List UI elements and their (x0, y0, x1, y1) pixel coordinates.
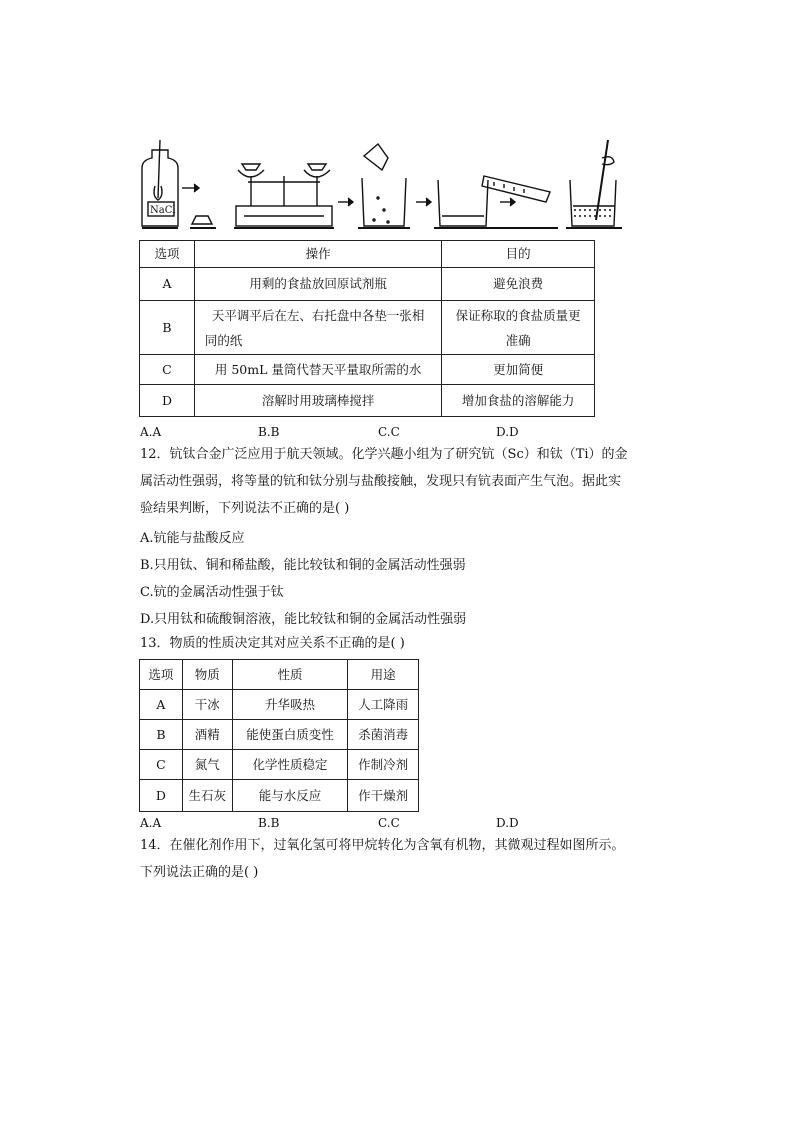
reagent-label: NaCl (150, 205, 176, 216)
q12-option-b[interactable]: B.只用钛、铜和稀盐酸，能比较钛和铜的金属活动性强弱 (140, 558, 466, 573)
substance-cell: 氮气 (182, 750, 232, 780)
choice-a[interactable]: A.A (140, 425, 162, 439)
table-header-row (140, 241, 595, 268)
table-row (140, 355, 595, 385)
table-header-row (140, 660, 419, 690)
operation-cell: 用剩的食盐放回原试剂瓶 (194, 268, 441, 301)
header-cell: 选项 (140, 241, 195, 268)
use-cell: 作制冷剂 (348, 750, 419, 780)
choice-d[interactable]: D.D (496, 425, 519, 439)
table-row (140, 750, 419, 780)
choice-c[interactable]: C.C (378, 425, 400, 439)
operation-cell: 用 50mL 量筒代替天平量取所需的水 (194, 355, 441, 385)
option-cell: A (140, 268, 195, 301)
choice-b[interactable]: B.B (258, 816, 280, 830)
option-cell: D (140, 385, 195, 417)
substance-cell: 干冰 (182, 690, 232, 720)
choice-c[interactable]: C.C (378, 816, 400, 830)
cell-line: 天平调平后在左、右托盘中各垫一张相 (211, 307, 425, 323)
table-row (140, 301, 595, 355)
stirring-beaker-icon (566, 140, 622, 228)
q12-stem-line: 验结果判断，下列说法不正确的是( ) (140, 501, 350, 516)
choice-a[interactable]: A.A (140, 816, 162, 830)
beaker-icon (358, 144, 410, 228)
table-row (140, 268, 595, 301)
header-cell: 物质 (182, 660, 232, 690)
table-row (140, 690, 419, 720)
property-cell: 升华吸热 (232, 690, 348, 720)
purpose-cell: 避免浪费 (442, 268, 595, 301)
option-cell: C (140, 750, 183, 780)
header-cell: 用途 (348, 660, 419, 690)
header-cell: 性质 (232, 660, 348, 690)
property-cell: 化学性质稳定 (232, 750, 348, 780)
q12-option-a[interactable]: A.钪能与盐酸反应 (140, 531, 245, 546)
q12-option-d[interactable]: D.只用钛和硫酸铜溶液，能比较钛和铜的金属活动性强弱 (140, 612, 467, 627)
arrow-icon (416, 198, 431, 206)
property-cell: 能与水反应 (232, 780, 348, 812)
graduated-cylinder-icon (434, 176, 558, 228)
q11-table (139, 240, 595, 417)
purpose-cell: 更加简便 (442, 355, 595, 385)
q14-stem-line: 14．在催化剂作用下，过氧化氢可将甲烷转化为含氧有机物，其微观过程如图所示。 (140, 838, 625, 853)
option-cell: A (140, 690, 183, 720)
cell-line: 准确 (505, 332, 531, 348)
cell-line: 同的纸 (204, 332, 243, 348)
cell-line: 保证称取的食盐质量更 (455, 307, 581, 323)
option-cell: C (140, 355, 195, 385)
table-row (140, 720, 419, 750)
use-cell: 人工降雨 (348, 690, 419, 720)
header-cell: 操作 (194, 241, 441, 268)
q12-stem-line: 12．钪钛合金广泛应用于航天领域。化学兴趣小组为了研究钪（Sc）和钛（Ti）的金 (140, 447, 628, 462)
use-cell: 杀菌消毒 (348, 720, 419, 750)
q12-stem-line: 属活动性强弱，将等量的钪和钛分别与盐酸接触，发现只有钪表面产生气泡。据此实 (140, 474, 622, 489)
use-cell: 作干燥剂 (348, 780, 419, 812)
q14-stem-line: 下列说法正确的是( ) (140, 865, 259, 880)
header-cell: 目的 (442, 241, 595, 268)
table-row (140, 385, 595, 417)
option-cell: B (140, 720, 183, 750)
operation-cell (194, 301, 441, 355)
substance-cell: 酒精 (182, 720, 232, 750)
q13-stem: 13．物质的性质决定其对应关系不正确的是( ) (140, 636, 405, 651)
balance-icon (234, 164, 334, 228)
property-cell: 能使蛋白质变性 (232, 720, 348, 750)
arrow-icon (338, 198, 353, 206)
substance-cell: 生石灰 (182, 780, 232, 812)
choice-b[interactable]: B.B (258, 425, 280, 439)
weight-icon (192, 216, 212, 224)
option-cell: D (140, 780, 183, 812)
header-cell: 选项 (140, 660, 183, 690)
q13-table (139, 659, 419, 812)
option-cell: B (140, 301, 195, 355)
q12-option-c[interactable]: C.钪的金属活动性强于钛 (140, 585, 284, 600)
purpose-cell: 增加食盐的溶解能力 (442, 385, 595, 417)
arrow-icon (182, 184, 199, 192)
operation-cell: 溶解时用玻璃棒搅拌 (194, 385, 441, 417)
solution-preparation-figure (138, 136, 634, 236)
purpose-cell (442, 301, 595, 355)
table-row (140, 780, 419, 812)
choice-d[interactable]: D.D (496, 816, 519, 830)
